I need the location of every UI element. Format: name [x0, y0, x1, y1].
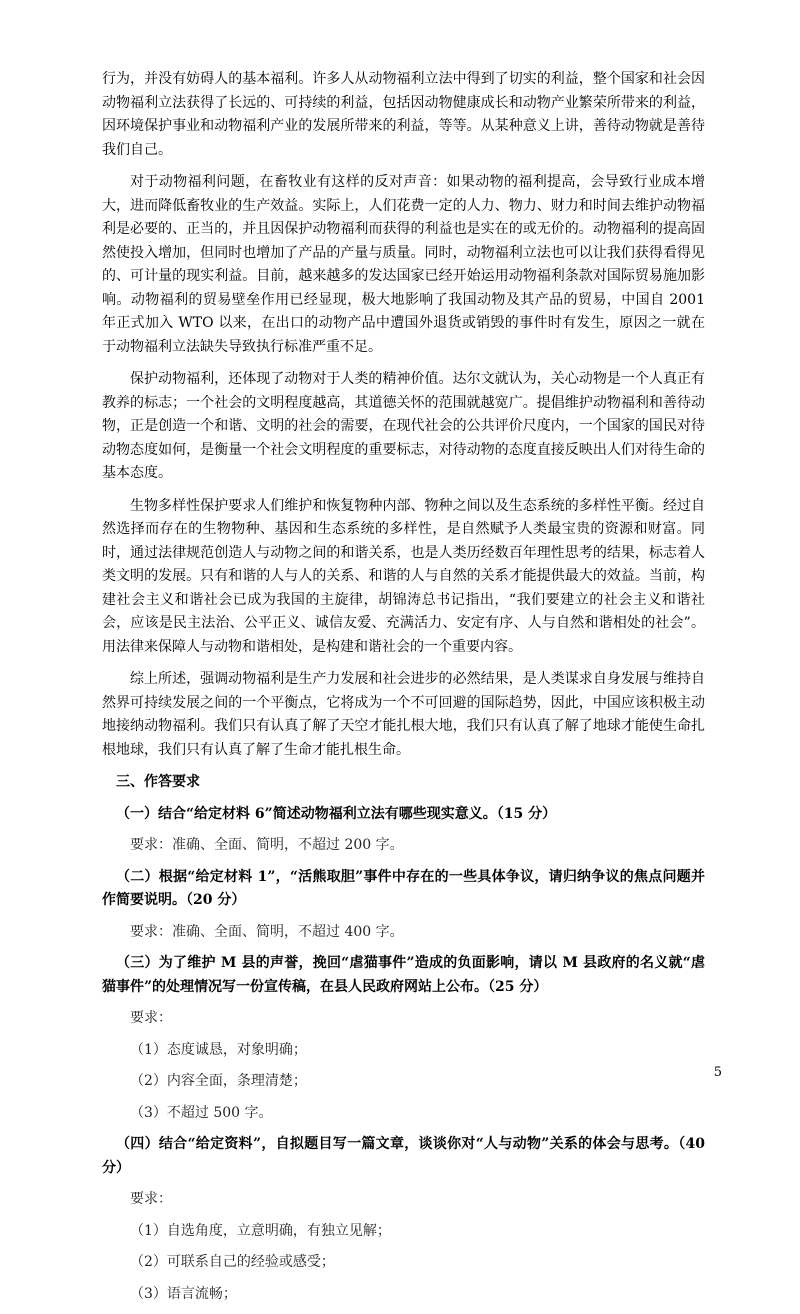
question-3-item: （1）态度诚恳，对象明确；	[130, 1041, 307, 1058]
paragraph-continued: 行为，并没有妨碍人的基本福利。许多人从动物福利立法中得到了切实的利益，整个国家和社会因动物福利立法获得了长远的、可持续的利益，包括因动物健康成长和动物产业繁荣所带来的利益，因环境保护事业和动物福利产业的发展所带来的利益，等等。从某种意义上讲，善待动物就是善待我们自己。	[102, 71, 705, 158]
question-4-item: （1）自选角度，立意明确，有独立见解；	[130, 1222, 391, 1239]
paragraph-spiritual-value: 保护动物福利，还体现了动物对于人类的精神价值。达尔文就认为，关心动物是一个人真正有教养的标志；一个社会的文明程度越高，其道德关怀的范围就越宽广。提倡维护动物福利和善待动物，正是创造一个和谐、文明的社会的需要，在现代社会的公共评价尺度内，一个国家的国民对待动物态度如何，是衡量一个社会文明程度的重要标志，对待动物的态度直接反映出人们对待生命的基本态度。	[102, 371, 705, 481]
question-3: （三）为了维护 M 县的声誉，挽回“虐猫事件”造成的负面影响，请以 M 县政府的名义就“虐猫事件”的处理情况写一份宣传稿，在县人民政府网站上公布。（25 分）	[102, 955, 705, 995]
paragraph-biodiversity: 生物多样性保护要求人们维护和恢复物种内部、物种之间以及生态系统的多样性平衡。经过自然选择而存在的生物物种、基因和生态系统的多样性，是自然赋予人类最宝贵的资源和财富。同时，通过法律规范创造人与动物之间的和谐关系，也是人类历经数百年理性思考的结果，标志着人类文明的发展。只有和谐的人与人的关系、和谐的人与自然的关系才能提供最大的效益。当前，构建社会主义和谐社会已成为我国的主旋律，胡锦涛总书记指出，“我们要建立的社会主义和谐社会，应该是民主法治、公平正义、诚信友爱、充满活力、安定有序、人与自然和谐相处的社会”。用法律来保障人与动物和谐相处，是构建和谐社会的一个重要内容。	[102, 497, 705, 655]
question-4-requirement: 要求：	[130, 1191, 172, 1207]
question-1: （一）结合“给定材料 6”简述动物福利立法有哪些现实意义。（15 分）	[116, 805, 557, 822]
question-4: （四）结合“给定资料”，自拟题目写一篇文章，谈谈你对“人与动物”关系的体会与思考。（40 分）	[102, 1136, 705, 1176]
question-3-requirement: 要求：	[130, 1010, 172, 1026]
paragraph-conclusion: 综上所述，强调动物福利是生产力发展和社会进步的必然结果，是人类谋求自身发展与维持自然界可持续发展之间的一个平衡点，它将成为一个不可回避的国际趋势，因此，中国应该积极主动地接纳动物福利。我们只有认真了解了天空才能扎根大地，我们只有认真了解了地球才能使生命扎根地球，我们只有认真了解了生命才能扎根生命。	[102, 671, 705, 758]
page-number: 5	[713, 1065, 722, 1080]
question-4-item: （3）语言流畅；	[130, 1285, 237, 1302]
question-2: （二）根据“给定材料 1”，“活熊取胆”事件中存在的一些具体争议，请归纳争议的焦点问题并作简要说明。（20 分）	[102, 868, 705, 908]
document-page	[102, 68, 705, 1314]
section-title: 三、作答要求	[116, 774, 200, 790]
paragraph-animal-welfare-objection: 对于动物福利问题，在畜牧业有这样的反对声音：如果动物的福利提高，会导致行业成本增大，进而降低畜牧业的生产效益。实际上，人们花费一定的人力、物力、财力和时间去维护动物福利是必要的、正当的，并且因保护动物福利而获得的利益也是实在的或无价的。动物福利的提高固然使投入增加，但同时也增加了产品的产量与质量。同时，动物福利立法也可以让我们获得看得见的、可计量的现实利益。目前，越来越多的发达国家已经开始运用动物福利条款对国际贸易施加影响。动物福利的贸易壁垒作用已经显现，极大地影响了我国动物及其产品的贸易，中国自 2001 年正式加入 WTO 以来，在出口的动物产品中遭国外退货或销毁的事件时有发生，原因之一就在于动物福利立法缺失导致执行标准严重不足。	[102, 174, 705, 355]
question-1-requirement: 要求：准确、全面、简明，不超过 200 字。	[130, 837, 404, 853]
question-4-item: （2）可联系自己的经验或感受；	[130, 1254, 335, 1270]
question-3-item: （2）内容全面，条理清楚；	[130, 1073, 307, 1089]
question-2-requirement: 要求：准确、全面、简明，不超过 400 字。	[130, 923, 404, 940]
question-3-item: （3）不超过 500 字。	[130, 1104, 273, 1121]
